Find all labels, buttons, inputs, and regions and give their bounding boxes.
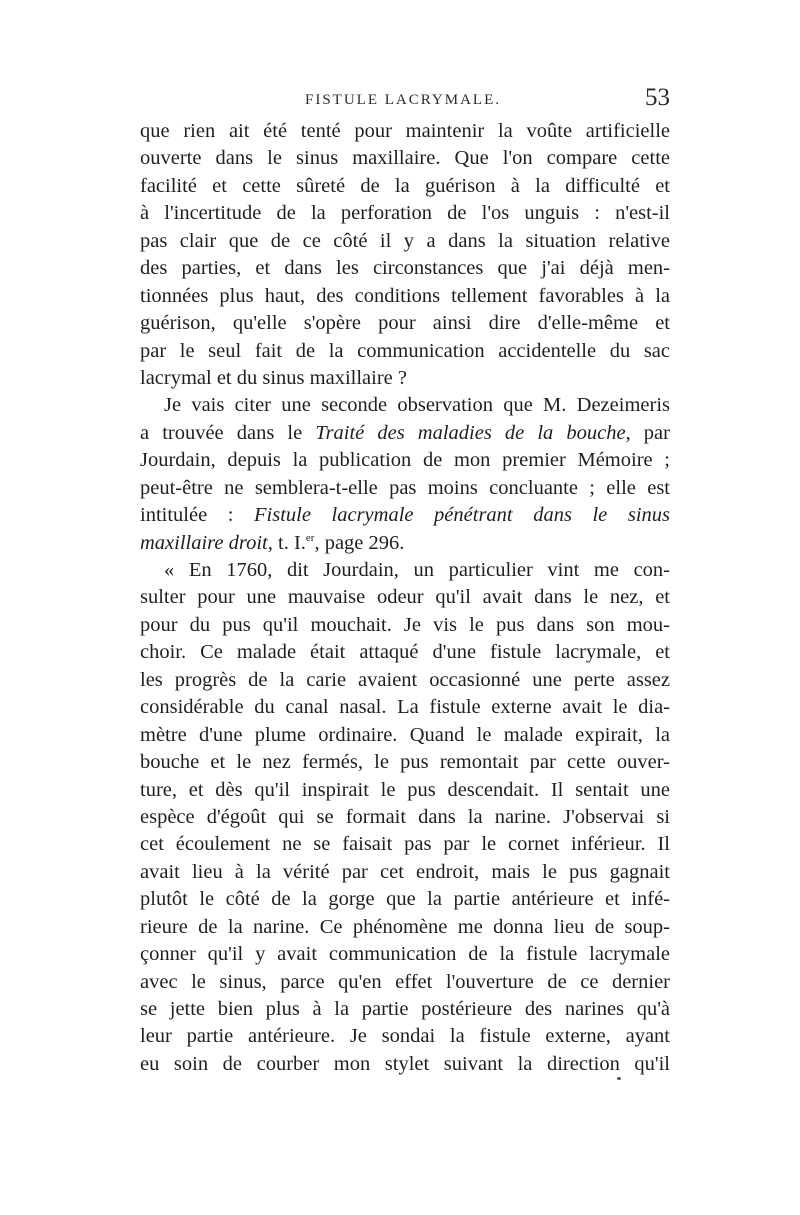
text-line: ture, et dès qu'il inspirait le pus descendait. Il sentait une (140, 778, 670, 801)
ink-spot (617, 1077, 621, 1080)
text-line: avait lieu à la vérité par cet endroit, mais le pus gagnait (140, 860, 670, 883)
text-line: des parties, et dans les circonstances que j'ai déjà men- (140, 257, 670, 280)
text-line: cet écoulement ne se faisait pas par le cornet inférieur. Il (140, 833, 670, 856)
text-line: choir. Ce malade était attaqué d'une fistule lacrymale, et (140, 641, 670, 664)
text-line: à l'incertitude de la perforation de l'os unguis : n'est-il (140, 202, 670, 225)
text-line: Je vais citer une seconde observation que M. Dezeimeris (164, 394, 670, 417)
text-line: eu soin de courber mon stylet suivant la direction qu'il (140, 1052, 670, 1075)
text-line: facilité et cette sûreté de la guérison à la difficulté et (140, 174, 670, 197)
page-header (140, 84, 670, 114)
text-line: « En 1760, dit Jourdain, un particulier vint me con- (164, 559, 670, 581)
text-line: que rien ait été tenté pour maintenir la voûte artificielle (140, 120, 670, 142)
text-line: guérison, qu'elle s'opère pour ainsi dire d'elle-même et (140, 312, 670, 335)
text-line: plutôt le côté de la gorge que la partie antérieure et infé- (140, 888, 670, 911)
book-title-italic: Traité des maladies de la bouche (315, 421, 626, 444)
text-line: rieure de la narine. Ce phénomène me donna lieu de soup- (140, 915, 670, 938)
text-line (140, 420, 670, 447)
text-line: tionnées plus haut, des conditions tellement favorables à la (140, 284, 670, 307)
text-line: leur partie antérieure. Je sondai la fistule externe, ayant (140, 1025, 670, 1048)
text-span: , par (625, 421, 670, 444)
text-span: , page 296. (314, 531, 405, 554)
text-line (140, 502, 670, 529)
text-line: Jourdain, depuis la publication de mon premier Mémoire ; (140, 449, 670, 472)
text-line: ouverte dans le sinus maxillaire. Que l'on compare cette (140, 147, 670, 170)
page-number: 53 (645, 84, 670, 111)
running-title: FISTULE LACRYMALE. (305, 92, 502, 108)
text-line: sulter pour une mauvaise odeur qu'il avait dans le nez, et (140, 586, 670, 609)
text-line: mètre d'une plume ordinaire. Quand le malade expirait, la (140, 723, 670, 746)
text-line: avec le sinus, parce qu'en effet l'ouverture de ce dernier (140, 970, 670, 993)
text-line: peut-être ne semblera-t-elle pas moins concluante ; elle est (140, 476, 670, 499)
text-span: a trouvée dans le (140, 421, 316, 444)
superscript: er (305, 531, 315, 544)
text-line: bouche et le nez fermés, le pus remontait par cette ouver- (140, 751, 670, 774)
text-line (140, 530, 670, 557)
text-line: pas clair que de ce côté il y a dans la situation relative (140, 229, 670, 252)
text-line: par le seul fait de la communication accidentelle du sac (140, 339, 670, 362)
text-line: pour du pus qu'il mouchait. Je vis le pus dans son mou- (140, 613, 670, 636)
text-span: intitulée : (140, 504, 255, 527)
text-line: lacrymal et du sinus maxillaire ? (140, 366, 407, 389)
text-span: , t. I. (267, 531, 306, 554)
text-line: les progrès de la carie avaient occasionné une perte assez (140, 668, 670, 691)
observation-title-italic: Fistule lacrymale pénétrant dans le sinus (254, 504, 670, 527)
text-line: considérable du canal nasal. La fistule externe avait le dia- (140, 696, 670, 719)
body-text (140, 118, 670, 1078)
text-line: se jette bien plus à la partie postérieure des narines qu'à (140, 998, 670, 1020)
observation-title-italic: maxillaire droit (140, 531, 268, 554)
text-line: çonner qu'il y avait communication de la fistule lacrymale (140, 943, 670, 966)
text-line: espèce d'égoût qui se formait dans la narine. J'observai si (140, 805, 670, 828)
